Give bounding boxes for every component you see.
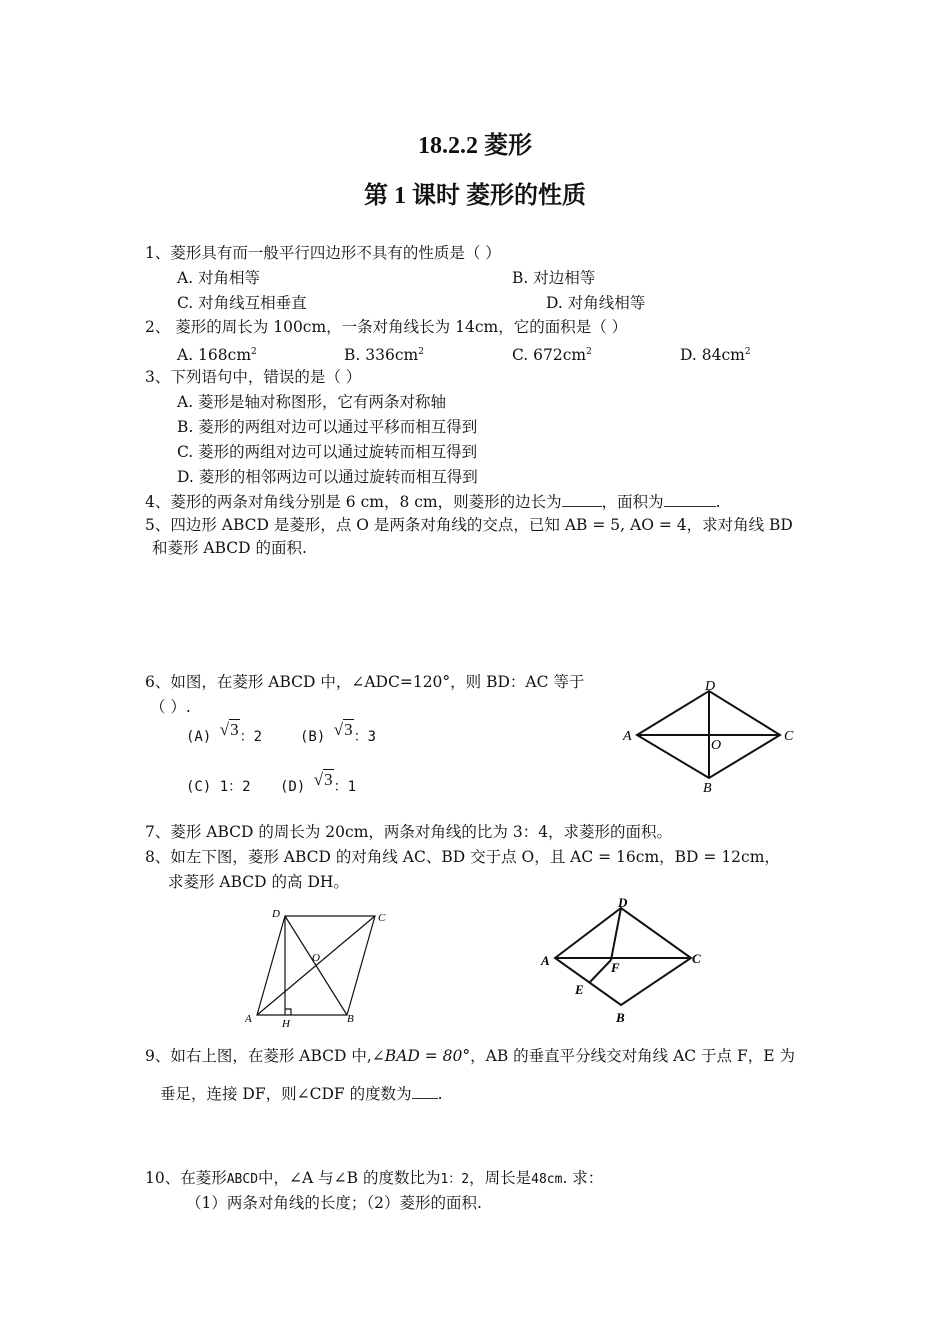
q1-option-b: B. 对边相等 xyxy=(512,269,596,287)
q10-line1: 10、在菱形ABCD中，∠A 与∠B 的度数比为1：2，周长是48cm. 求： xyxy=(145,1169,604,1187)
q3-option-d: D. 菱形的相邻两边可以通过旋转而相互得到 xyxy=(177,468,478,486)
label-c: C xyxy=(784,729,794,744)
label-c: C xyxy=(378,912,386,924)
label-a: A xyxy=(245,1013,252,1025)
q8-line2: 求菱形 ABCD 的高 DH。 xyxy=(168,873,349,891)
q5-line2: 和菱形 ABCD 的面积. xyxy=(152,539,307,557)
right-angle-mark xyxy=(285,1009,291,1015)
sqrt-symbol: √3 xyxy=(333,720,353,739)
q6-rhombus-figure xyxy=(615,672,805,797)
q9-line2: 垂足，连接 DF，则∠CDF 的度数为 . xyxy=(160,1085,443,1103)
q3-option-c: C. 菱形的两组对边可以通过旋转而相互得到 xyxy=(177,443,478,461)
q3-option-a: A. 菱形是轴对称图形，它有两条对称轴 xyxy=(177,393,447,411)
q10-line2: （1）两条对角线的长度；（2）菱形的面积. xyxy=(186,1194,482,1212)
q2-stem: 2、 菱形的周长为 100cm，一条对角线长为 14cm，它的面积是（ ） xyxy=(145,318,628,336)
q7-text: 7、菱形 ABCD 的周长为 20cm，两条对角线的比为 3：4，求菱形的面积。 xyxy=(145,823,673,841)
q3-option-b: B. 菱形的两组对边可以通过平移而相互得到 xyxy=(177,418,478,436)
segment-df xyxy=(611,908,621,960)
label-a: A xyxy=(623,729,632,744)
q5-line1: 5、四边形 ABCD 是菱形，点 O 是两条对角线的交点，已知 AB = 5, AO = 4，求对角线 BD xyxy=(145,516,793,534)
q6-option-c: (C) 1：2 xyxy=(186,779,251,795)
q2-option-a: A. $168cm^2$ xyxy=(177,346,257,365)
label-a: A xyxy=(541,953,550,968)
q6-option-d: (D) √3：1 xyxy=(280,770,357,795)
label-f: F xyxy=(611,960,620,975)
q8-left-figure xyxy=(240,905,395,1030)
q1-stem: 1、菱形具有而一般平行四边形不具有的性质是（ ） xyxy=(145,244,501,262)
segment-fe xyxy=(590,960,611,982)
q2-option-c: C. $672cm^2$ xyxy=(512,346,592,365)
q1-option-c: C. 对角线互相垂直 xyxy=(177,294,307,312)
q3-stem: 3、下列语句中，错误的是（ ） xyxy=(145,368,362,386)
diagonal-bd xyxy=(285,916,347,1015)
q9-blank-angle[interactable] xyxy=(412,1084,438,1099)
label-b: B xyxy=(616,1010,625,1025)
label-h: H xyxy=(282,1018,290,1030)
q8-right-figure xyxy=(535,893,710,1028)
q2-option-b: B. $336cm^2$ xyxy=(344,346,424,365)
label-c: C xyxy=(692,951,701,966)
label-e: E xyxy=(575,982,584,997)
label-d: D xyxy=(618,895,628,910)
label-o: O xyxy=(711,738,722,753)
q4-blank-area[interactable] xyxy=(664,492,716,507)
label-o: O xyxy=(312,952,320,964)
label-b: B xyxy=(347,1013,354,1025)
q2-option-d: D. $84cm^2$ xyxy=(680,346,751,365)
label-d: D xyxy=(705,679,716,694)
q1-option-a: A. 对角相等 xyxy=(177,269,261,287)
q4-blank-side[interactable] xyxy=(562,492,602,507)
label-b: B xyxy=(703,781,712,796)
q6-option-b: (B) √3：3 xyxy=(300,720,377,745)
q1-option-d: D. 对角线相等 xyxy=(546,294,646,312)
sqrt-symbol: √3 xyxy=(313,770,333,789)
page-title: 18.2.2 菱形 xyxy=(418,133,532,159)
q4-text: 4、菱形的两条对角线分别是 6 cm，8 cm，则菱形的边长为 ，面积为 . xyxy=(145,493,721,511)
q6-option-a: (A) √3：2 xyxy=(186,720,263,745)
q9-line1: 9、如右上图，在菱形 ABCD 中,∠BAD = 80°，AB 的垂直平分线交对角线 AC 于点 F，E 为 xyxy=(145,1047,795,1065)
label-d: D xyxy=(272,908,280,920)
q8-line1: 8、如左下图，菱形 ABCD 的对角线 AC、BD 交于点 O，且 AC = 16cm，BD = 12cm， xyxy=(145,848,780,866)
sqrt-symbol: √3 xyxy=(219,720,239,739)
q6-line1: 6、如图，在菱形 ABCD 中，∠ADC=120°，则 BD：AC 等于 xyxy=(145,673,585,691)
q6-line2: （ ）. xyxy=(150,698,191,716)
page-subtitle: 第 1 课时 菱形的性质 xyxy=(364,183,586,209)
